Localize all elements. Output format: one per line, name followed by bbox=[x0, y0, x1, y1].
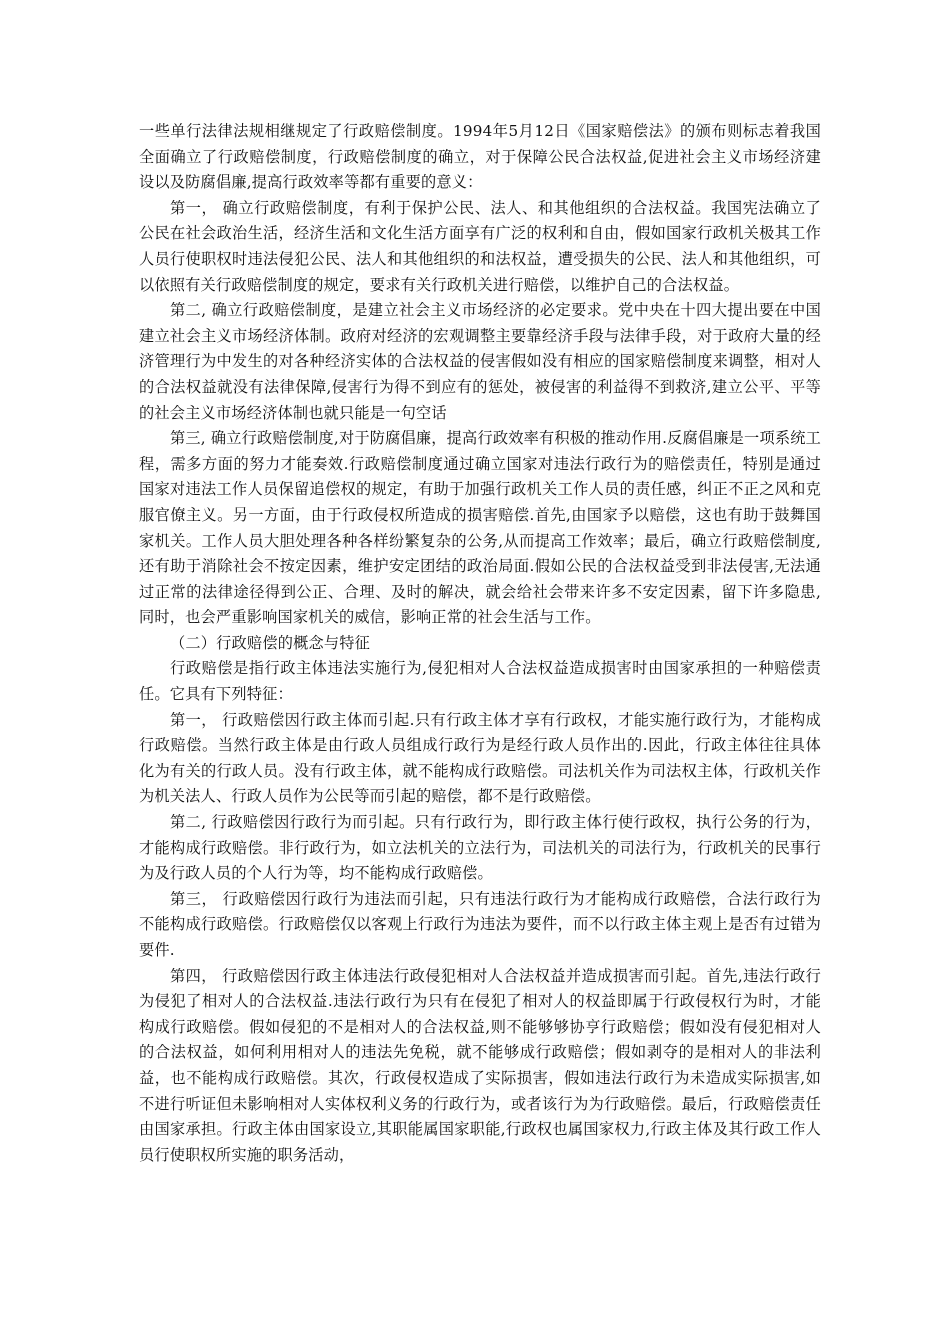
paragraph-feature-4: 第四， 行政赔偿因行政主体违法行政侵犯相对人合法权益并造成损害而引起。首先,违法行政行为侵犯了相对人的合法权益.违法行政行为只有在侵犯了相对人的权益即属于行政侵权行为时，才能构成行政赔偿。假如侵犯的不是相对人的合法权益,则不能够够协亨行政赔偿；假如没有侵犯相对人的合法权益，如何利用相对人的违法先免税，就不能够成行政赔偿；假如剥夺的是相对人的非法利益，也不能构成行政赔偿。其次，行政侵权造成了实际损害，假如违法行政行为未造成实际损害,如不进行听证但未影响相对人实体权利义务的行政行为，或者该行为为行政赔偿。最后，行政赔偿责任由国家承担。行政主体由国家设立,其职能属国家职能,行政权也属国家权力,行政主体及其行政工作人员行使职权所实施的职务活动， bbox=[139, 966, 821, 1164]
paragraph-feature-3: 第三， 行政赔偿因行政行为违法而引起，只有违法行政行为才能构成行政赔偿，合法行政行为不能构成行政赔偿。行政赔偿仅以客观上行政行为违法为要件，而不以行政主体主观上是否有过错为要件. bbox=[139, 889, 821, 959]
paragraph-second-point: 第二, 确立行政赔偿制度，是建立社会主义市场经济的必定要求。党中央在十四大提出要在中国建立社会主义市场经济体制。政府对经济的宏观调整主要靠经济手段与法律手段，对于政府大量的经济管理行为中发生的对各种经济实体的合法权益的侵害假如没有相应的国家赔偿制度来调整，相对人的合法权益就没有法律保障,侵害行为得不到应有的惩处，被侵害的利益得不到救济,建立公平、平等的社会主义市场经济体制也就只能是一句空话 bbox=[139, 301, 821, 422]
paragraph-first-point: 第一， 确立行政赔偿制度，有利于保护公民、法人、和其他组织的合法权益。我国宪法确立了公民在社会政治生活，经济生活和文化生活方面享有广泛的权利和自由，假如国家行政机关极其工作人员行使职权时违法侵犯公民、法人和其他组织的和法权益，遭受损失的公民、法人和其他组织，可以依照有关行政赔偿制度的规定，要求有关行政机关进行赔偿，以维护自己的合法权益。 bbox=[139, 198, 821, 294]
section-heading: （二）行政赔偿的概念与特征 bbox=[170, 633, 371, 652]
document-page bbox=[139, 119, 821, 1168]
paragraph-third-point: 第三, 确立行政赔偿制度,对于防腐倡廉，提高行政效率有积极的推动作用.反腐倡廉是一项系统工程，需多方面的努力才能奏效.行政赔偿制度通过确立国家对违法行政行为的赔偿责任，特别是通过国家对违法工作人员保留追偿权的规定，有助于加强行政机关工作人员的责任感，纠正不正之风和克服官僚主义。另一方面，由于行政侵权所造成的损害赔偿.首先,由国家予以赔偿，这也有助于鼓舞国家机关。工作人员大胆处理各种各样纷繁复杂的公务,从而提高工作效率；最后，确立行政赔偿制度,还有助于消除社会不按定因素，维护安定团结的政治局面.假如公民的合法权益受到非法侵害,无法通过正常的法律途径得到公正、合理、及时的解决，就会给社会带来许多不安定因素，留下许多隐患,同时，也会严重影响国家机关的威信，影响正常的社会生活与工作。 bbox=[139, 429, 821, 627]
paragraph-feature-2: 第二, 行政赔偿因行政行为而引起。只有行政行为，即行政主体行使行政权，执行公务的行为，才能构成行政赔偿。非行政行为，如立法机关的立法行为，司法机关的司法行为，行政机关的民事行为及行政人员的个人行为等，均不能构成行政赔偿。 bbox=[139, 813, 821, 883]
paragraph-intro: 一些单行法律法规相继规定了行政赔偿制度。1994年5月12日《国家赔偿法》的颁布则标志着我国全面确立了行政赔偿制度，行政赔偿制度的确立，对于保障公民合法权益,促进社会主义市场经济建设以及防腐倡廉,提高行政效率等都有重要的意义： bbox=[139, 122, 821, 192]
paragraph-feature-1: 第一， 行政赔偿因行政主体而引起.只有行政主体才享有行政权，才能实施行政行为，才能构成行政赔偿。当然行政主体是由行政人员组成行政行为是经行政人员作出的.因此，行政主体往往具体化为有关的行政人员。没有行政主体，就不能构成行政赔偿。司法机关作为司法权主体，行政机关作为机关法人、行政人员作为公民等而引起的赔偿，都不是行政赔偿。 bbox=[139, 710, 821, 806]
paragraph-definition: 行政赔偿是指行政主体违法实施行为,侵犯相对人合法权益造成损害时由国家承担的一种赔偿责任。它具有下列特征： bbox=[139, 659, 821, 704]
